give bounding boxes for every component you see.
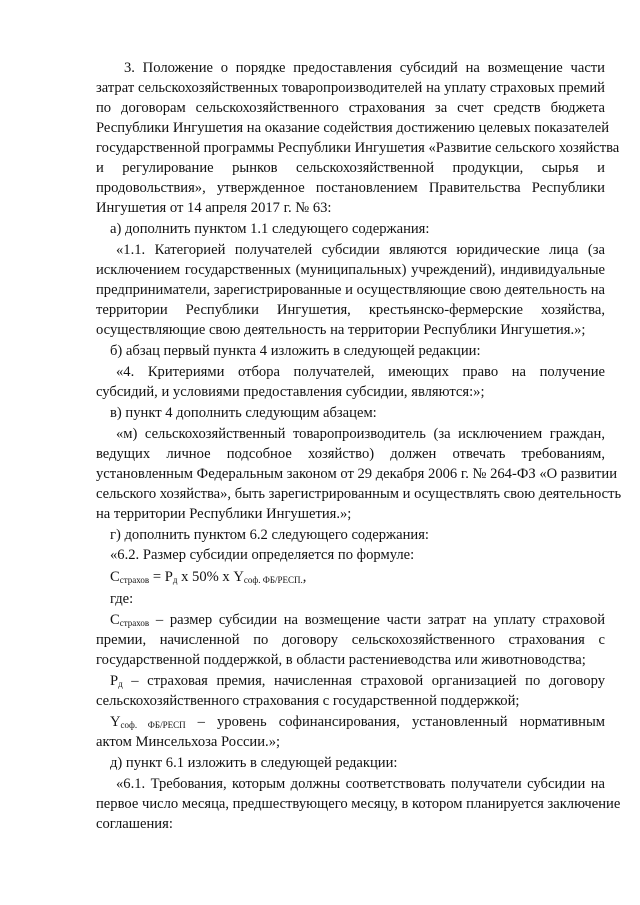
definition-line: государственной поддержкой, в области растениеводства или животноводства;	[96, 652, 586, 668]
quote-line: на территории Республики Ингушетия.»;	[96, 506, 352, 522]
text-line: 3. Положение о порядке предоставления субсидий на возмещение части	[124, 60, 605, 76]
text-line: и регулирование рынков сельскохозяйственной продукции, сырья и	[96, 160, 605, 176]
item-g-line: г) дополнить пунктом 6.2 следующего содержания:	[110, 527, 429, 543]
definition-line: $Р_д$ – страховая премия, начисленная страховой организацией по договору	[110, 673, 605, 689]
text-line: затрат сельскохозяйственных товаропроизводителей на уплату страховых премий	[96, 80, 605, 96]
text-line: по договорам сельскохозяйственного страхования за счет средств бюджета	[96, 100, 605, 116]
definition-line: актом Минсельхоза России.»;	[96, 734, 281, 750]
text-line: Ингушетия от 14 апреля 2017 г. № 63:	[96, 200, 332, 216]
item-a-line: а) дополнить пунктом 1.1 следующего содержания:	[110, 221, 430, 237]
definition-line: сельскохозяйственного страхования с государственной поддержкой;	[96, 693, 520, 709]
definition-line: $Y_{соф. ФБ/РЕСП}$ – уровень софинансирования, установленный нормативным	[110, 714, 605, 730]
where-label: где:	[110, 591, 134, 607]
quote-line: «6.2. Размер субсидии определяется по формуле:	[110, 547, 415, 563]
quote-line: субсидий, и условиями предоставления субсидии, являются:»;	[96, 384, 485, 400]
quote-line: установленным Федеральным законом от 29 декабря 2006 г. № 264-ФЗ «О развитии	[96, 466, 618, 482]
formula: $С_{страхов} = Р_д$ х 50% х $Y_{соф. ФБ/РЕСП.}$,	[110, 569, 307, 585]
item-b-line: б) абзац первый пункта 4 изложить в следующей редакции:	[110, 343, 481, 359]
definition-line: премии, начисленной по договору сельскохозяйственного страхования с	[96, 632, 605, 648]
quote-line: ведущих личное подсобное хозяйство) должен отвечать требованиям,	[96, 446, 605, 462]
quote-line: территории Республики Ингушетия, крестьянско-фермерские хозяйства,	[96, 302, 605, 318]
text-line: продовольствия», утвержденное постановлением Правительства Республики	[96, 180, 605, 196]
definition-line: $С_{страхов}$ – размер субсидии на возмещение части затрат на уплату страховой	[110, 612, 605, 628]
item-d-line: д) пункт 6.1 изложить в следующей редакции:	[110, 755, 398, 771]
text-line: Республики Ингушетия на оказание содействия достижению целевых показателей	[96, 120, 610, 136]
quote-line: соглашения:	[96, 816, 173, 832]
quote-line: предприниматели, зарегистрированные и осуществляющие свою деятельность на	[96, 282, 605, 298]
quote-line: осуществляющие свою деятельность на территории Республики Ингушетия.»;	[96, 322, 586, 338]
text-line: государственной программы Республики Ингушетия «Развитие сельского хозяйства	[96, 140, 620, 156]
item-v-line: в) пункт 4 дополнить следующим абзацем:	[110, 405, 377, 421]
quote-line: «6.1. Требования, которым должны соответствовать получатели субсидии на	[116, 776, 605, 792]
quote-line: сельского хозяйства», быть зарегистрированным и осуществлять свою деятельность	[96, 486, 622, 502]
quote-line: «1.1. Категорией получателей субсидии являются юридические лица (за	[116, 242, 605, 258]
quote-line: «м) сельскохозяйственный товаропроизводитель (за исключением граждан,	[116, 426, 605, 442]
quote-line: первое число месяца, предшествующего месяцу, в котором планируется заключение	[96, 796, 621, 812]
quote-line: «4. Критериями отбора получателей, имеющих право на получение	[116, 364, 605, 380]
quote-line: исключением государственных (муниципальных) учреждений), индивидуальные	[96, 262, 605, 278]
